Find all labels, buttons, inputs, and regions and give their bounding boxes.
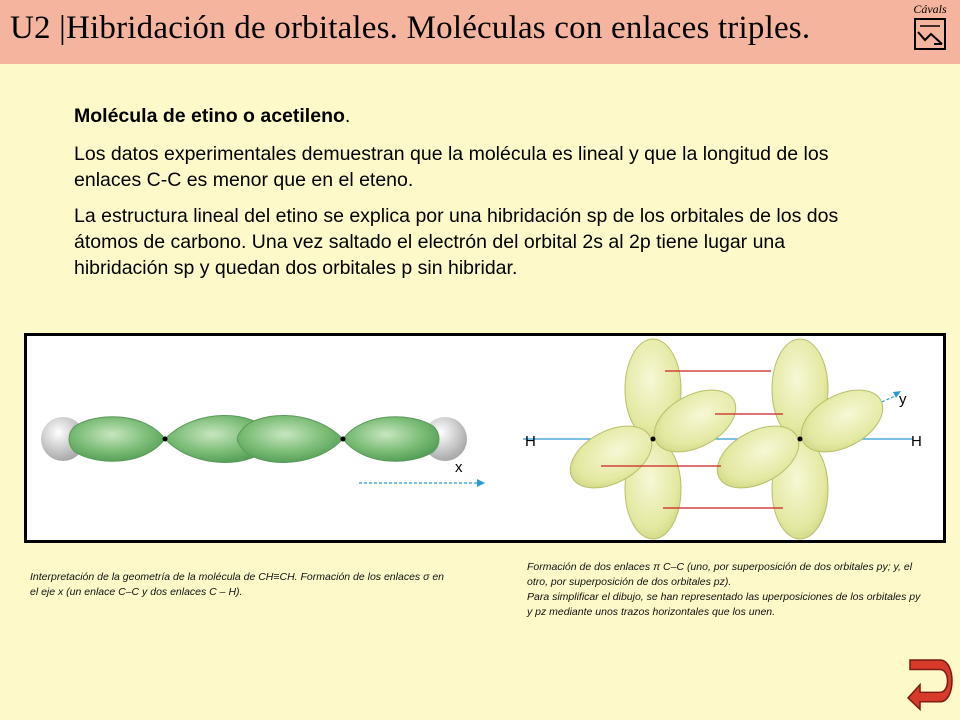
caption-right-line-2: Para simplificar el dibujo, se han representado las uperposiciones de los orbitales py y pz mediante unos trazos horizontales que los unen. bbox=[527, 591, 921, 618]
caption-left: Interpretación de la geometría de la molécula de CH≡CH. Formación de los enlaces σ en el eje x (un enlace C–C y dos enlaces C – H). bbox=[30, 571, 445, 598]
sigma-bonds-drawing bbox=[41, 415, 485, 487]
paragraph-2: La estructura lineal del etino se explica por una hibridación sp de los orbitales de los dos átomos de carbono. Una vez saltado el electrón del orbital 2s al 2p tiene lugar una hibridación sp y quedan dos orbitales p sin hibridar. bbox=[74, 205, 839, 279]
h-label-left: H bbox=[525, 433, 536, 450]
logo-graphic bbox=[914, 18, 946, 50]
canals-logo-icon bbox=[906, 2, 954, 60]
pi-bonds-drawing bbox=[523, 339, 913, 539]
section-heading bbox=[74, 103, 874, 129]
return-arrow-icon[interactable] bbox=[904, 658, 954, 712]
x-axis-label: x bbox=[455, 459, 463, 476]
heading-text: Molécula de etino o acetileno bbox=[74, 105, 345, 127]
page-title: U2 |Hibridación de orbitales. Moléculas con enlaces triples. bbox=[10, 10, 811, 46]
y-axis-label: y bbox=[899, 391, 907, 408]
orbital-illustration bbox=[27, 336, 943, 540]
header-bar bbox=[0, 0, 960, 64]
logo-text: Cávals bbox=[913, 2, 947, 16]
main-text bbox=[74, 103, 874, 291]
paragraph-1: Los datos experimentales demuestran que la molécula es lineal y que la longitud de los enlaces C-C es menor que en el eteno. bbox=[74, 143, 829, 191]
heading-suffix: . bbox=[344, 105, 351, 127]
orbital-figure bbox=[24, 333, 946, 543]
caption-right bbox=[527, 560, 922, 620]
h-label-right: H bbox=[911, 433, 922, 450]
caption-right-line-1: Formación de dos enlaces π C–C (uno, por superposición de dos orbitales py; y, el otro, por superposición de dos orbitales pz). bbox=[527, 561, 913, 588]
